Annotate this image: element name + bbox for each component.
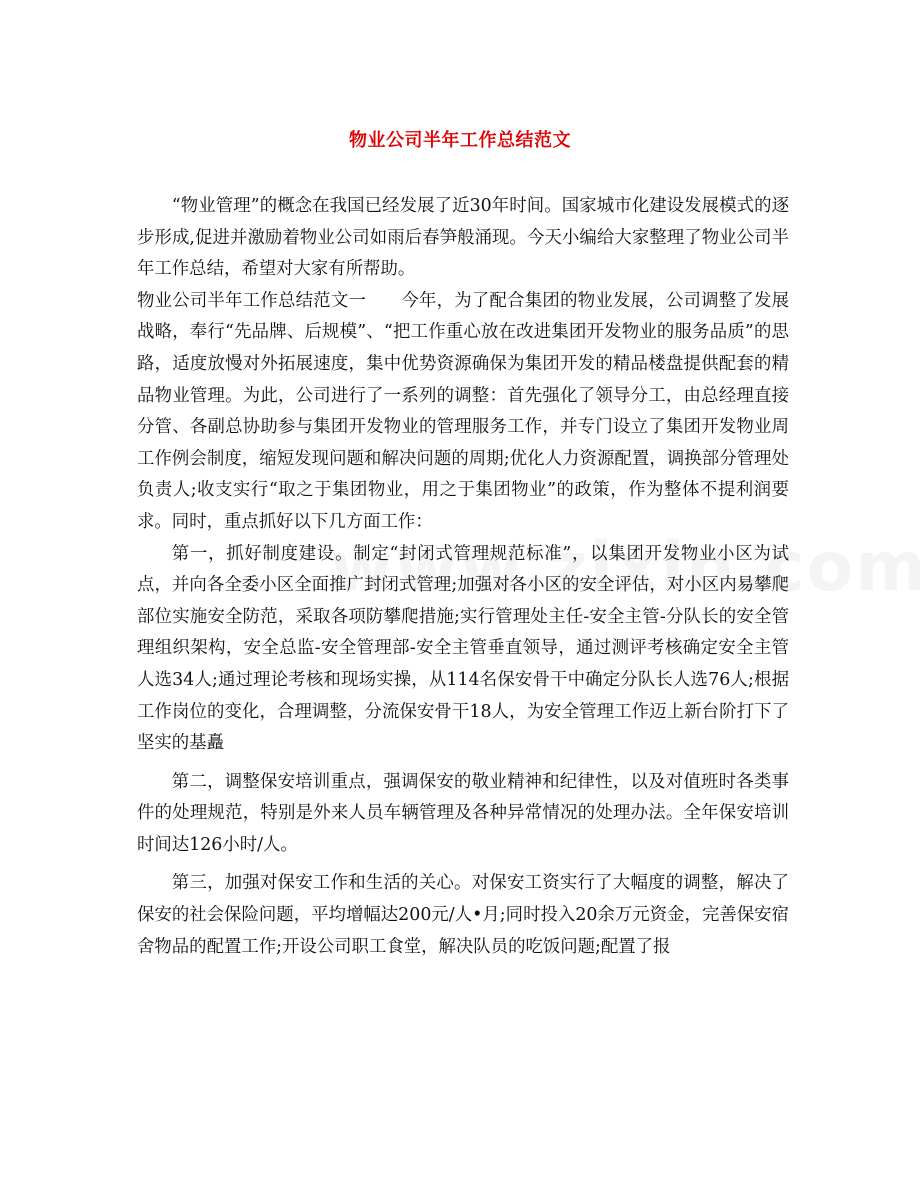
body-paragraph-3: 第三，加强对保安工作和生活的关心。对保安工资实行了大幅度的调整，解决了保安的社会保险问题，平均增幅达200元/人•月;同时投入20余万元资金，完善保安宿舍物品的配置工作;开设公司职工食堂，解决队员的吃饭问题;配置了报 <box>137 873 789 957</box>
document-body <box>137 191 789 963</box>
body-paragraph-1: 第一，抓好制度建设。制定“封闭式管理规范标准”，以集团开发物业小区为试点，并向各全委小区全面推广封闭式管理;加强对各小区的安全评估，对小区内易攀爬部位实施安全防范，采取各项防攀爬措施;实行管理处主任-安全主管-分队长的安全管理组织架构，安全总监-安全管理部-安全主管垂直领导，通过测评考核确定安全主管人选34人;通过理论考核和现场实操，从114名保安骨干中确定分队长人选76人;根据工作岗位的变化，合理调整，分流保安骨干18人，为安全管理工作迈上新台阶打下了坚实的基矗 <box>137 543 789 754</box>
section-spacer <box>366 291 401 311</box>
section-heading: 物业公司半年工作总结范文一 <box>137 290 367 311</box>
section-paragraph <box>137 286 789 539</box>
document-title: 物业公司半年工作总结范文 <box>349 130 571 151</box>
intro-paragraph: “物业管理”的概念在我国已经发展了近30年时间。国家城市化建设发展模式的逐步形成,促进并激励着物业公司如雨后春笋般涌现。今天小编给大家整理了物业公司半年工作总结，希望对大家有所帮助。 <box>137 196 789 280</box>
body-paragraph-2: 第二，调整保安培训重点，强调保安的敬业精神和纪律性，以及对值班时各类事件的处理规范，特别是外来人员车辆管理及各种异常情况的处理办法。全年保安培训时间达126小时/人。 <box>137 771 789 855</box>
section-intro: 今年，为了配合集团的物业发展，公司调整了发展战略，奉行“先品牌、后规模”、“把工作重心放在改进集团开发物业的服务品质”的思路，适度放慢对外拓展速度，集中优势资源确保为集团开发的精品楼盘提供配套的精品物业管理。为此，公司进行了一系列的调整：首先强化了领导分工，由总经理直接分管、各副总协助参与集团开发物业的管理服务工作，并专门设立了集团开发物业周工作例会制度，缩短发现问题和解决问题的周期;优化人力资源配置，调换部分管理处负责人;收支实行“取之于集团物业，用之于集团物业”的政策，作为整体不提利润要求。同时，重点抓好以下几方面工作： <box>137 290 789 532</box>
